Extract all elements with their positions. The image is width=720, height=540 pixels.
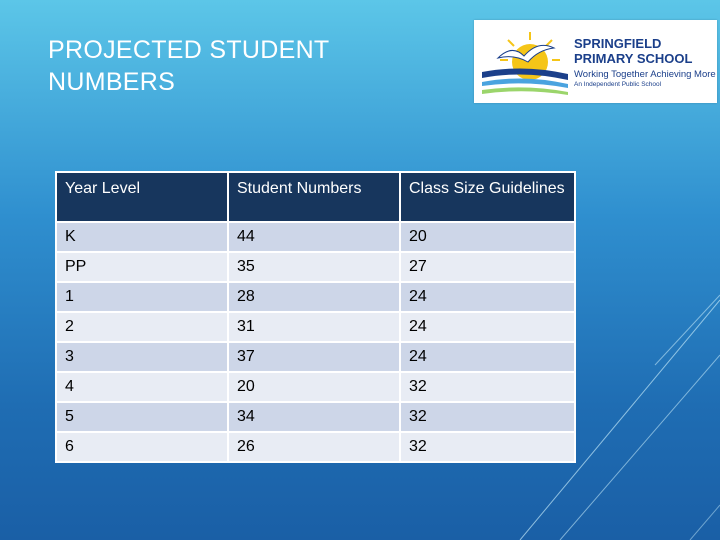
table-row bbox=[56, 432, 575, 462]
cell-student-numbers: 34 bbox=[228, 402, 400, 432]
cell-class-size: 24 bbox=[400, 282, 575, 312]
cell-year-level: 4 bbox=[56, 372, 228, 402]
cell-student-numbers: 20 bbox=[228, 372, 400, 402]
cell-year-level: K bbox=[56, 222, 228, 252]
header-year-level: Year Level bbox=[56, 172, 228, 222]
table-header-row bbox=[56, 172, 575, 222]
header-student-numbers: Student Numbers bbox=[228, 172, 400, 222]
student-numbers-table bbox=[55, 171, 576, 463]
logo-motto: Working Together Achieving More bbox=[574, 69, 716, 80]
cell-student-numbers: 35 bbox=[228, 252, 400, 282]
cell-class-size: 32 bbox=[400, 402, 575, 432]
cell-student-numbers: 44 bbox=[228, 222, 400, 252]
table-row bbox=[56, 342, 575, 372]
cell-year-level: 3 bbox=[56, 342, 228, 372]
cell-year-level: 1 bbox=[56, 282, 228, 312]
cell-class-size: 32 bbox=[400, 372, 575, 402]
cell-class-size: 27 bbox=[400, 252, 575, 282]
cell-class-size: 32 bbox=[400, 432, 575, 462]
cell-student-numbers: 28 bbox=[228, 282, 400, 312]
cell-year-level: 6 bbox=[56, 432, 228, 462]
cell-class-size: 24 bbox=[400, 342, 575, 372]
cell-year-level: 5 bbox=[56, 402, 228, 432]
table-row bbox=[56, 312, 575, 342]
header-class-size-guidelines: Class Size Guidelines bbox=[400, 172, 575, 222]
table-row bbox=[56, 252, 575, 282]
logo-subtitle: An Independent Public School bbox=[574, 81, 662, 88]
cell-student-numbers: 37 bbox=[228, 342, 400, 372]
table-row bbox=[56, 402, 575, 432]
cell-student-numbers: 31 bbox=[228, 312, 400, 342]
table-row bbox=[56, 222, 575, 252]
cell-class-size: 20 bbox=[400, 222, 575, 252]
sun-bird-logo-icon bbox=[478, 26, 570, 98]
cell-student-numbers: 26 bbox=[228, 432, 400, 462]
table-row bbox=[56, 282, 575, 312]
cell-year-level: 2 bbox=[56, 312, 228, 342]
table-row bbox=[56, 372, 575, 402]
school-logo bbox=[474, 20, 717, 103]
page-title bbox=[48, 34, 330, 98]
logo-school-name-line-1: SPRINGFIELD bbox=[574, 36, 662, 51]
title-line-2: NUMBERS bbox=[48, 68, 176, 96]
cell-class-size: 24 bbox=[400, 312, 575, 342]
logo-school-name-line-2: PRIMARY SCHOOL bbox=[574, 51, 693, 66]
title-line-1: PROJECTED STUDENT bbox=[48, 36, 330, 64]
cell-year-level: PP bbox=[56, 252, 228, 282]
